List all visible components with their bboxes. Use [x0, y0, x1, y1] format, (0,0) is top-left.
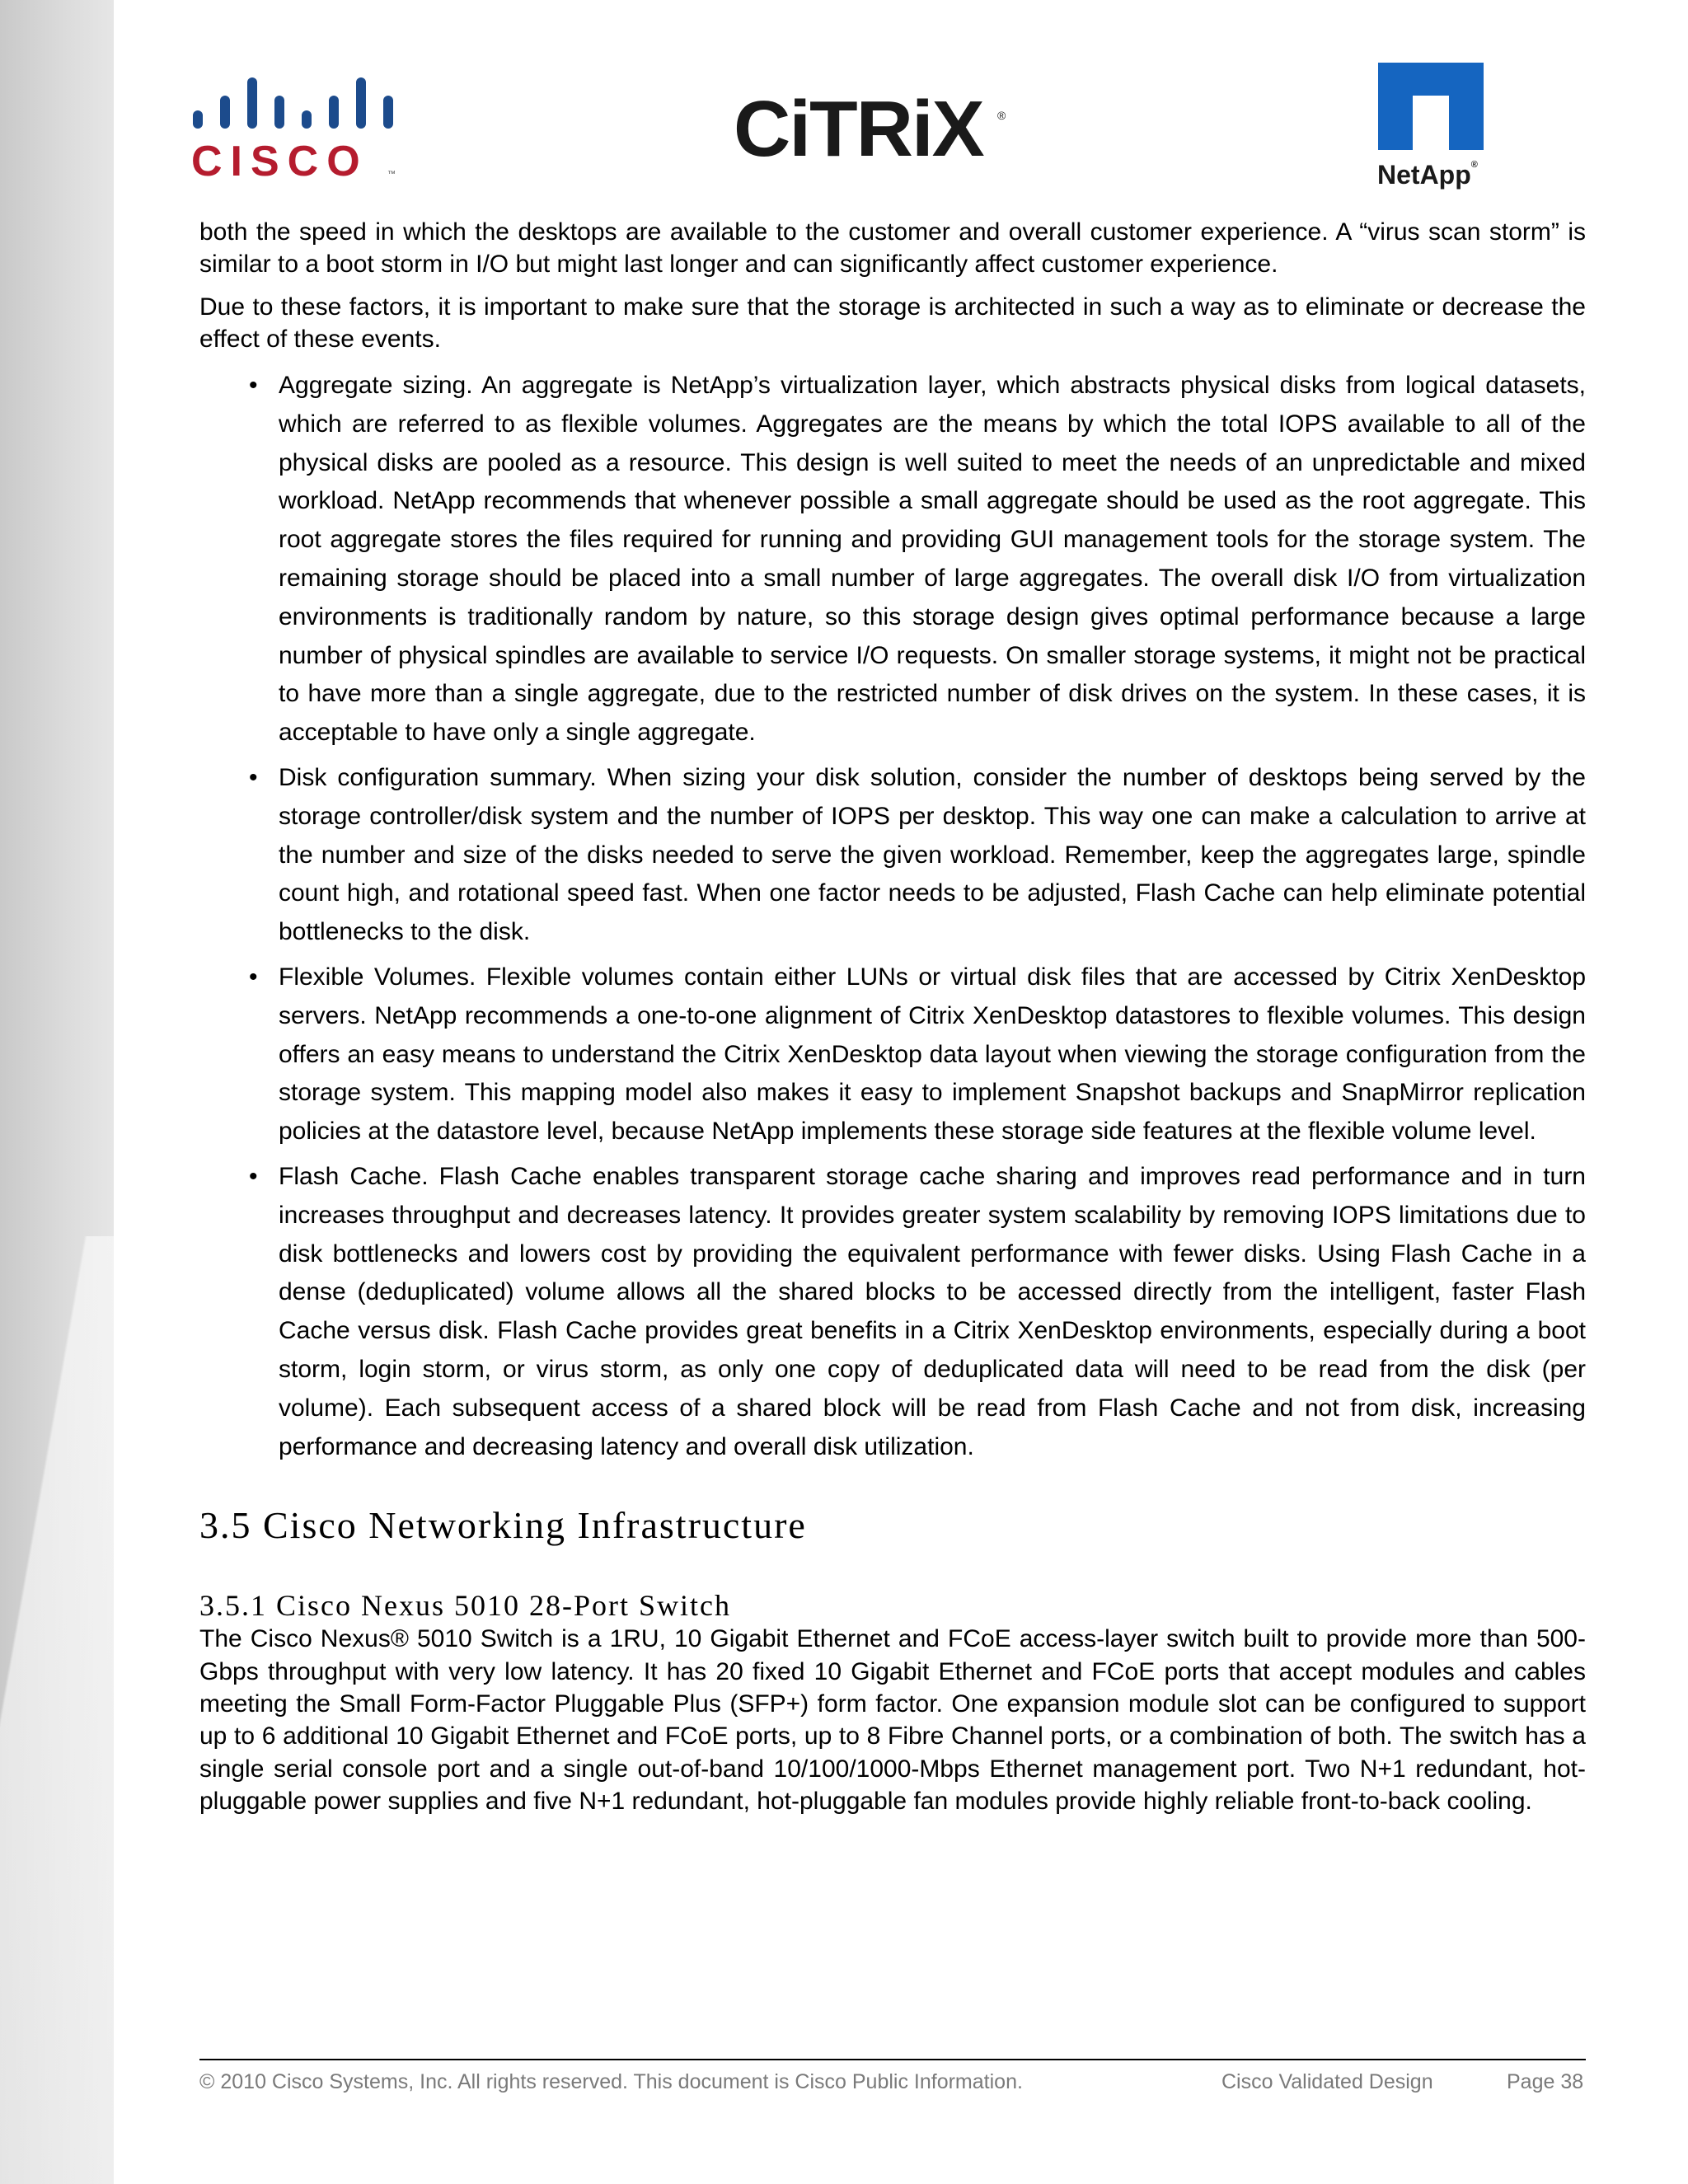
section-heading: 3.5 Cisco Networking Infrastructure [199, 1504, 807, 1547]
cisco-bars-icon [191, 71, 397, 129]
body-paragraph: Due to these factors, it is important to make sure that the storage is architected in such a way as to eliminate or decrease the effect of these events. [199, 293, 1586, 353]
citrix-logo [734, 76, 1030, 199]
footer-design-label: Cisco Validated Design [1221, 2070, 1433, 2093]
cisco-trademark: ™ [387, 170, 396, 179]
body-paragraph: The Cisco Nexus® 5010 Switch is a 1RU, 10 Gigabit Ethernet and FCoE access-layer switch built to provide more than 500-Gbps throughput with very low latency. It has 20 fixed 10 Gigabit Ethernet and FCoE ports that accept modules and cables meeting the Small Form-Factor Pluggable Plus (SFP+) form factor. One expansion module slot can be configured to support up to 6 additional 10 Gigabit Ethernet and FCoE ports, up to 8 Fibre Channel ports, or a combination of both. The switch has a single serial console port and a single out-of-band 10/100/1000-Mbps Ethernet management port. Two N+1 redundant, hot-pluggable power supplies and five N+1 redundant, hot-pluggable fan modules provide highly reliable front-to-back cooling. [199, 1625, 1586, 1815]
footer-copyright: © 2010 Cisco Systems, Inc. All rights reserved. This document is Cisco Public Information. [199, 2070, 1023, 2093]
list-item-text: Flexible Volumes. Flexible volumes contain either LUNs or virtual disk files that are accessed by Citrix XenDesktop servers. NetApp recommends a one-to-one alignment of Citrix XenDesktop datastores to flexible volumes. This design offers an easy means to understand the Citrix XenDesktop data layout when viewing the storage configuration from the storage system. This mapping model also makes it easy to implement Snapshot backups and SnapMirror replication policies at the datastore level, because NetApp implements these storage side features at the flexible volume level. [279, 963, 1586, 1146]
page-number: Page 38 [1507, 2070, 1584, 2093]
citrix-registered-mark: ® [997, 109, 1006, 122]
document-body [199, 216, 1586, 1817]
list-item-text: Disk configuration summary. When sizing your disk solution, consider the number of desktops being served by the storage controller/disk system and the number of IOPS per desktop. This way one can make a calculation to arrive at the number and size of the disks needed to serve the given workload. Remember, keep the aggregates large, spindle count high, and rotational speed fast. When one factor needs to be adjusted, Flash Cache can help eliminate potential bottlenecks to the disk. [279, 763, 1586, 946]
list-item [249, 367, 1586, 752]
list-item [249, 958, 1586, 1151]
cisco-logo-text: CISCO [191, 138, 368, 185]
bullet-icon: • [249, 763, 258, 791]
netapp-logo [1378, 63, 1510, 203]
citrix-logo-text: CiTRiX [734, 85, 983, 173]
bullet-icon: • [249, 1162, 258, 1190]
bullet-list [199, 367, 1586, 1466]
footer-divider [199, 2059, 1586, 2060]
subsection-heading: 3.5.1 Cisco Nexus 5010 28-Port Switch [199, 1589, 731, 1623]
netapp-logo-text: NetApp® [1377, 160, 1478, 190]
list-item [249, 759, 1586, 952]
list-item [249, 1158, 1586, 1466]
bullet-icon: • [249, 372, 258, 399]
netapp-mark-icon [1378, 63, 1484, 150]
cisco-logo [191, 71, 406, 186]
page-left-edge-shade [0, 1236, 114, 2184]
body-paragraph: both the speed in which the desktops are available to the customer and overall customer experience. A “virus scan storm” is similar to a boot storm in I/O but might last longer and can significantly affect customer experience. [199, 218, 1586, 278]
list-item-text: Aggregate sizing. An aggregate is NetApp’s virtualization layer, which abstracts physical disks from logical datasets, which are referred to as flexible volumes. Aggregates are the means by which the total IOPS available to all of the physical disks are pooled as a resource. This design is well suited to meet the needs of an unpredictable and mixed workload. NetApp recommends that whenever possible a small aggregate should be used as the root aggregate. This root aggregate stores the files required for running and providing GUI management tools for the storage system. The remaining storage should be placed into a small number of large aggregates. The overall disk I/O from virtualization environments is traditionally random by nature, so this storage design gives optimal performance because a large number of physical spindles are available to service I/O requests. On smaller storage systems, it might not be practical to have more than a single aggregate, due to the restricted number of disk drives on the system. In these cases, it is acceptable to have only a single aggregate. [279, 372, 1586, 747]
list-item-text: Flash Cache. Flash Cache enables transparent storage cache sharing and improves read performance and in turn increases throughput and decreases latency. It provides greater system scalability by removing IOPS limitations due to disk bottlenecks and lowers cost by providing the equivalent performance with fewer disks. Using Flash Cache in a dense (deduplicated) volume allows all the shared blocks to be accessed directly from the intelligent, faster Flash Cache versus disk. Flash Cache provides great benefits in a Citrix XenDesktop environments, especially during a boot storm, login storm, or virus storm, as only one copy of deduplicated data will need to be read from the disk (per volume). Each subsequent access of a shared block will be read from Flash Cache and not from disk, increasing performance and decreasing latency and overall disk utilization. [279, 1162, 1586, 1460]
bullet-icon: • [249, 963, 258, 991]
